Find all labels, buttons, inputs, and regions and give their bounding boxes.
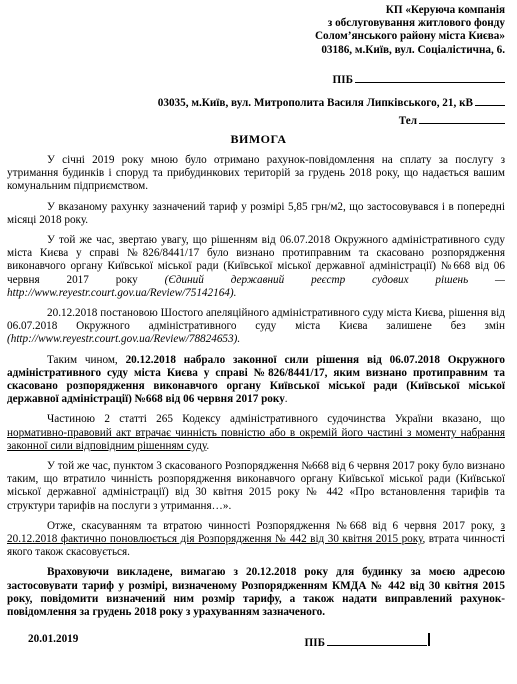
addressee-line: 03186, м.Київ, вул. Соціалістична, 6. [321,43,505,56]
paragraph-text: 20.12.2018 постановою Шостого апеляційного адміністративного суду міста Києва, рішення від 06.07.2018 Окружного адміністративного суду міста Києва залишене без змін [7,307,505,333]
paragraph-text: . [284,393,288,406]
paragraph-text: . [206,439,210,452]
document-title: ВИМОГА [230,132,287,146]
addressee-line: з обслуговування житлового фонду [327,17,505,30]
court-registry-link: (Єдиний державний реєстр судових рішень — http://www.reyestr.court.gov.ua/Review/75142164). [7,273,505,299]
paragraph-bold: 20.12.2018 набрало законної сили рішення від 06.07.2018 Окружного адміністративного суду міста Києва у справі №826/8441/17, яким визнано протиправним та скасовано розпорядження виконавчого органу Київської міської ради (Київської міської державної адміністрації) №668 від 06 червня 2017 року [7,353,505,406]
paragraph: У січні 2019 року мною було отримано рахунок-повідомлення на сплату за послугу з утримання будинків і споруд та прибудинкових територій за грудень 2018 року, що надається вашим комунальним підприємством. [7,154,505,193]
court-registry-link: (http://www.reyestr.court.gov.ua/Review/78824653). [7,333,241,346]
paragraph [7,307,505,347]
paragraph [7,354,505,407]
signature-block [305,633,430,650]
sender-apartment-field[interactable] [475,95,505,106]
sender-phone-row [0,113,505,128]
demand-paragraph: Враховуючи викладене, вимагаю з 20.12.2018 року для будинку за моєю адресою застосовувати тариф у розмірі, визначеному Розпорядженням КМДА № 442 від 30 квітня 2015 року, повідомити визначений ним розмір тарифу, а також надати виправлений рахунок-повідомлення за грудень 2018 року з урахуванням зазначеного. [7,566,505,619]
sender-phone-field[interactable] [419,113,505,124]
text-cursor [428,633,430,646]
document-body [7,154,505,626]
addressee-block [255,4,505,57]
document-date: 20.01.2019 [28,633,79,645]
addressee-line: КП «Керуюча компанія [385,4,505,16]
paragraph-text: , втрата чинності якого також скасовується. [7,533,505,559]
paragraph-text: У той же час, звертаю увагу, що рішенням від 06.07.2018 Окружного адміністративного суду міста Києва у справі №826/8441/17 було визнано протиправним та скасовано розпорядження виконавчого органу Київської міської ради (Київської міської державної адміністрації) №668 від 06 червня 2017 року [7,234,505,286]
paragraph: У той же час, пунктом 3 скасованого Розпорядження №668 від 6 червня 2017 року було визнано таким, що втратило чинність розпорядження виконавчого органу Київської міської ради (Київської міської державної адміністрації) від 30 квітня 2015 року № 442 «Про встановлення тарифів та структури тарифів на послуги з утримання…». [7,460,505,512]
signature-row [28,633,498,650]
addressee-line: Солом’янського району міста Києва» [314,30,505,43]
paragraph [7,234,505,300]
paragraph-text: Частиною 2 статті 265 Кодексу адміністративного судочинства України вказано, що [47,413,505,426]
paragraph [7,413,505,453]
sender-name-row [0,72,505,87]
signature-field[interactable] [327,635,427,646]
paragraph: У вказаному рахунку зазначений тариф у розмірі 5,85 грн/м2, що застосовувався і в попередні місяці 2018 року. [7,200,505,226]
sender-address-row [0,95,505,110]
paragraph-text: Отже, скасуванням та втратою чинності Розпорядження №668 від 6 червня 2017 року, [47,519,501,532]
paragraph-text: Таким чином, [47,353,126,366]
sender-name-label: ПІБ [332,74,353,86]
paragraph [7,520,505,560]
signature-label: ПІБ [304,637,325,649]
sender-block [0,72,505,129]
sender-address: 03035, м.Київ, вул. Митрополита Василя Липківського, 21, кВ [157,97,473,110]
sender-phone-label: Тел [398,115,417,128]
paragraph-underlined: нормативно-правовий акт втрачає чинність повністю або в окремій його частині з моменту набрання законної сили відповідним рішенням суду [7,426,505,452]
paragraph-underlined: з 20.12.2018 фактично поновлюється дія Розпорядження № 442 від 30 квітня 2015 року [7,519,505,546]
sender-name-field[interactable] [355,72,505,83]
